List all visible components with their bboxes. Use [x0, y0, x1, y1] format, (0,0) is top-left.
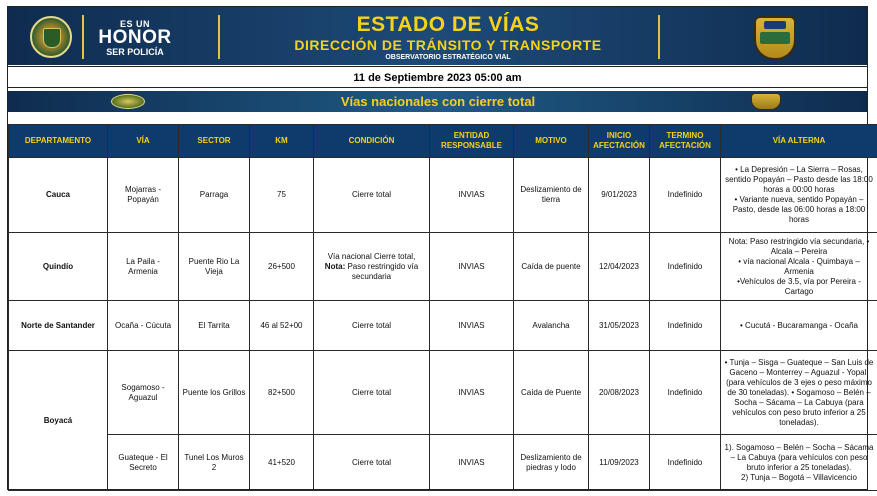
- col-header-motivo: MOTIVO: [514, 125, 589, 158]
- condicion-text: Vía nacional Cierre total,: [327, 251, 416, 261]
- cell-via: Mojarras - Popayán: [108, 158, 179, 233]
- via-alterna-line: 2) Tunja – Bogotá – Villavicencio: [741, 472, 857, 482]
- via-alterna-line: • Variante nueva, sentido Popayán – Pasto, desde las 06:00 horas a 18:00 horas: [732, 195, 866, 224]
- col-header-via-alterna: VÍA ALTERNA: [721, 125, 877, 158]
- cell-via-alterna: [721, 233, 877, 301]
- cell-via-alterna: • Tunja – Sisga – Guateque – San Luis de Gaceno – Monterrey – Aguazul - Yopal. (para vehículos de 3 ejes o peso máximo de 30 toneladas). • Sogamoso – Belén – Socha – Sácama – La Cabuya (para vehículos con peso bruto inferior a 25 toneladas).: [721, 351, 877, 435]
- cell-termino: Indefinido: [650, 301, 721, 351]
- table-row: [9, 435, 877, 491]
- table-row: [9, 301, 877, 351]
- cell-departamento: Quindío: [9, 233, 108, 301]
- cell-sector: Puente los Grillos: [179, 351, 250, 435]
- col-header-inicio: INICIO AFECTACIÓN: [589, 125, 650, 158]
- via-alterna-line: • vía nacional Alcala - Quimbaya – Armenia: [738, 256, 860, 276]
- page-subtitle: DIRECCIÓN DE TRÁNSITO Y TRANSPORTE: [294, 37, 602, 53]
- cell-condicion: Cierre total: [314, 435, 430, 491]
- road-closures-table: [8, 124, 877, 491]
- col-header-sector: SECTOR: [179, 125, 250, 158]
- header-divider-left-b: [218, 15, 220, 59]
- cell-inicio: 31/05/2023: [589, 301, 650, 351]
- cell-motivo: Caída de Puente: [514, 351, 589, 435]
- brand-line-1: ES UN: [119, 19, 150, 29]
- cell-via-alterna: [721, 158, 877, 233]
- cell-sector: El Tarrita: [179, 301, 250, 351]
- cell-via-alterna: • Cucutá - Bucaramanga - Ocaña: [721, 301, 877, 351]
- via-alterna-line: • La Depresión – La Sierra – Rosas, sentido Popayán – Pasto desde las 18:00 horas a 00:00 horas: [725, 165, 873, 194]
- cell-km: 26+500: [250, 233, 314, 301]
- cell-departamento: Cauca: [9, 158, 108, 233]
- cell-condicion: Cierre total: [314, 301, 430, 351]
- col-header-via: VÍA: [108, 125, 179, 158]
- cell-entidad: INVIAS: [430, 233, 514, 301]
- cell-motivo: Deslizamiento de tierra: [514, 158, 589, 233]
- table-row: [9, 233, 877, 301]
- cell-sector: Tunel Los Muros 2: [179, 435, 250, 491]
- condicion-nota-text: Paso restringido vía secundaria: [345, 261, 419, 281]
- via-alterna-line: Nota: Paso restringido vía secundaria, • Alcala – Pereira: [728, 236, 870, 256]
- section-banner: [8, 91, 867, 112]
- col-header-condicion: CONDICIÓN: [314, 125, 430, 158]
- cell-termino: Indefinido: [650, 158, 721, 233]
- cell-termino: Indefinido: [650, 435, 721, 491]
- brand-slogan: [90, 19, 180, 57]
- police-seal-logo: [30, 16, 72, 58]
- cell-inicio: 12/04/2023: [589, 233, 650, 301]
- cell-inicio: 9/01/2023: [589, 158, 650, 233]
- transit-shield-logo: [754, 16, 796, 60]
- header-divider-left-a: [82, 15, 84, 59]
- cell-km: 41+520: [250, 435, 314, 491]
- cell-via: La Paila - Armenia: [108, 233, 179, 301]
- col-header-km: KM: [250, 125, 314, 158]
- via-alterna-line: •Vehículos de 3.5, vía por Pereira - Cartago: [737, 276, 861, 296]
- cell-sector: Parraga: [179, 158, 250, 233]
- cell-via-alterna: [721, 435, 877, 491]
- report-date: 11 de Septiembre 2023 05:00 am: [8, 66, 867, 88]
- table-header-row: [9, 125, 877, 158]
- cell-via: Guateque - El Secreto: [108, 435, 179, 491]
- table-row: [9, 158, 877, 233]
- cell-entidad: INVIAS: [430, 301, 514, 351]
- page-title: ESTADO DE VÍAS: [356, 13, 540, 36]
- brand-line-3: SER POLICÍA: [106, 47, 164, 57]
- header-divider-right: [658, 15, 660, 59]
- cell-condicion: [314, 233, 430, 301]
- cell-motivo: Deslizamiento de piedras y lodo: [514, 435, 589, 491]
- cell-km: 75: [250, 158, 314, 233]
- cell-motivo: Caída de puente: [514, 233, 589, 301]
- cell-termino: Indefinido: [650, 233, 721, 301]
- table-row: [9, 351, 877, 435]
- cell-sector: Puente Rio La Vieja: [179, 233, 250, 301]
- col-header-entidad: ENTIDAD RESPONSABLE: [430, 125, 514, 158]
- cell-km: 46 al 52+00: [250, 301, 314, 351]
- police-seal-icon: [111, 94, 145, 109]
- cell-entidad: INVIAS: [430, 435, 514, 491]
- cell-via: Sogamoso - Aguazul: [108, 351, 179, 435]
- observatory-label: OBSERVATORIO ESTRATÉGICO VIAL: [385, 54, 511, 61]
- cell-entidad: INVIAS: [430, 158, 514, 233]
- cell-via: Ocaña - Cúcuta: [108, 301, 179, 351]
- brand-line-2: HONOR: [98, 27, 172, 48]
- cell-inicio: 11/09/2023: [589, 435, 650, 491]
- section-title: Vías nacionales con cierre total: [340, 94, 536, 109]
- transit-shield-icon: [751, 93, 781, 110]
- cell-km: 82+500: [250, 351, 314, 435]
- header-banner: [8, 7, 867, 65]
- cell-condicion: Cierre total: [314, 351, 430, 435]
- cell-termino: Indefinido: [650, 351, 721, 435]
- condicion-nota-label: Nota:: [324, 261, 346, 271]
- cell-condicion: Cierre total: [314, 158, 430, 233]
- cell-entidad: INVIAS: [430, 351, 514, 435]
- via-alterna-line: 1). Sogamoso – Belén – Socha – Sácama – La Cabuya (para vehículos con peso bruto inferior a 25 toneladas).: [724, 442, 874, 472]
- col-header-departamento: DEPARTAMENTO: [9, 125, 108, 158]
- cell-departamento: Boyacá: [9, 351, 108, 491]
- cell-inicio: 20/08/2023: [589, 351, 650, 435]
- cell-departamento: Norte de Santander: [9, 301, 108, 351]
- cell-motivo: Avalancha: [514, 301, 589, 351]
- col-header-termino: TERMINO AFECTACIÓN: [650, 125, 721, 158]
